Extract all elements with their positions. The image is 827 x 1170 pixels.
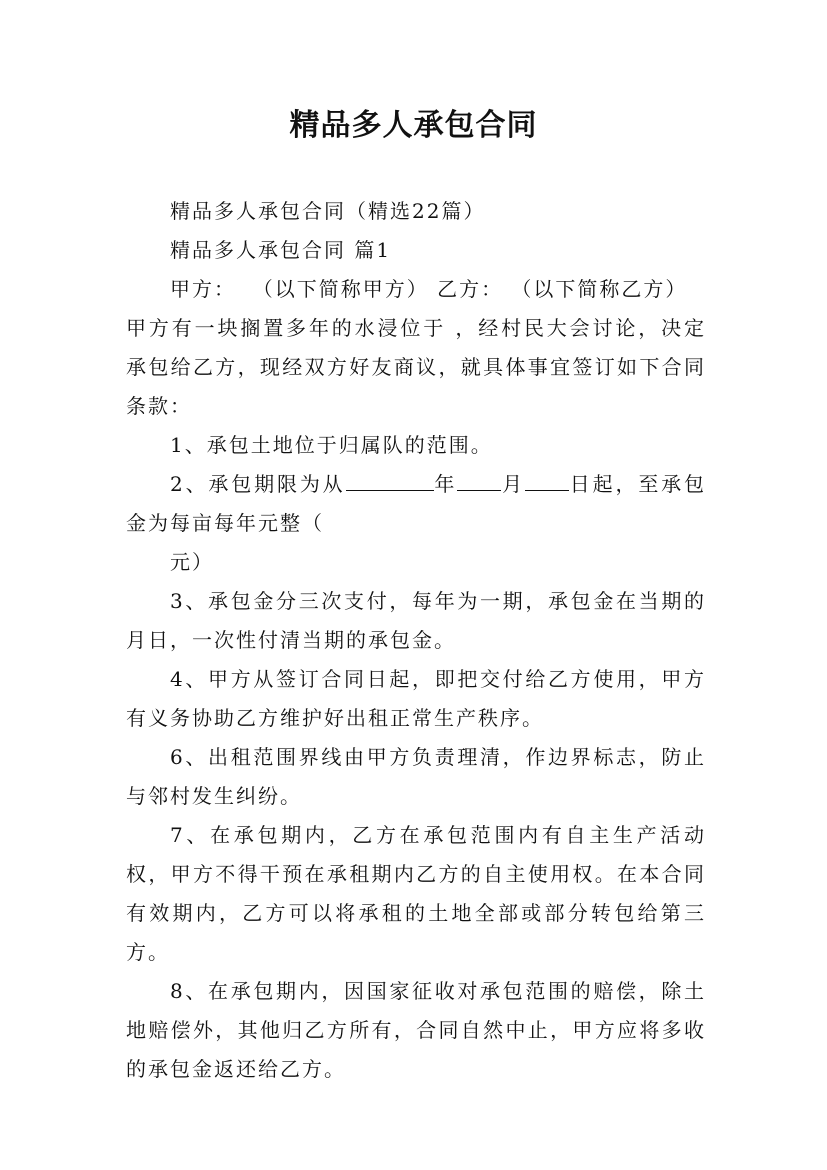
clause-1: 1、承包土地位于归属队的范围。	[170, 433, 493, 457]
document-title: 精品多人承包合同	[289, 108, 538, 143]
year-blank	[346, 466, 434, 491]
intro-paragraph: 甲方有一块搁置多年的水浸位于 ，经村民大会讨论，决定承包给乙方，现经双方好友商议，就具体事宜签订如下合同条款：	[126, 316, 706, 418]
clause-4: 4、甲方从签订合同日起，即把交付给乙方使用，甲方有义务协助乙方维护好出租正常生产秩序。	[126, 667, 706, 730]
clause-2-month: 月	[501, 472, 525, 496]
clause-2-prefix: 2、承包期限为从	[170, 472, 346, 496]
clause-2	[126, 465, 706, 543]
clause-2-day-suffix: 日起，至承包金为每亩每年元整（	[126, 472, 707, 535]
section-heading: 精品多人承包合同 篇1	[170, 238, 392, 262]
clause-3: 3、承包金分三次支付，每年为一期，承包金在当期的月日，一次性付清当期的承包金。	[126, 589, 706, 652]
document-body	[126, 192, 706, 1089]
day-blank	[525, 466, 569, 491]
clause-7: 7、在承包期内，乙方在承包范围内有自主生产活动权，甲方不得干预在承租期内乙方的自主使用权。在本合同有效期内，乙方可以将承租的土地全部或部分转包给第三方。	[126, 823, 706, 964]
subtitle: 精品多人承包合同（精选22篇）	[170, 199, 486, 223]
clause-2-year: 年	[433, 472, 458, 496]
clause-6: 6、出租范围界线由甲方负责理清，作边界标志，防止与邻村发生纠纷。	[126, 745, 706, 808]
clause-8: 8、在承包期内，因国家征收对承包范围的赔偿，除土地赔偿外，其他归乙方所有，合同自然中止，甲方应将多收的承包金返还给乙方。	[126, 979, 706, 1081]
clause-2-continuation: 元）	[170, 550, 214, 574]
month-blank	[457, 466, 501, 491]
parties-line: 甲方： （以下简称甲方） 乙方： （以下简称乙方）	[170, 277, 688, 301]
